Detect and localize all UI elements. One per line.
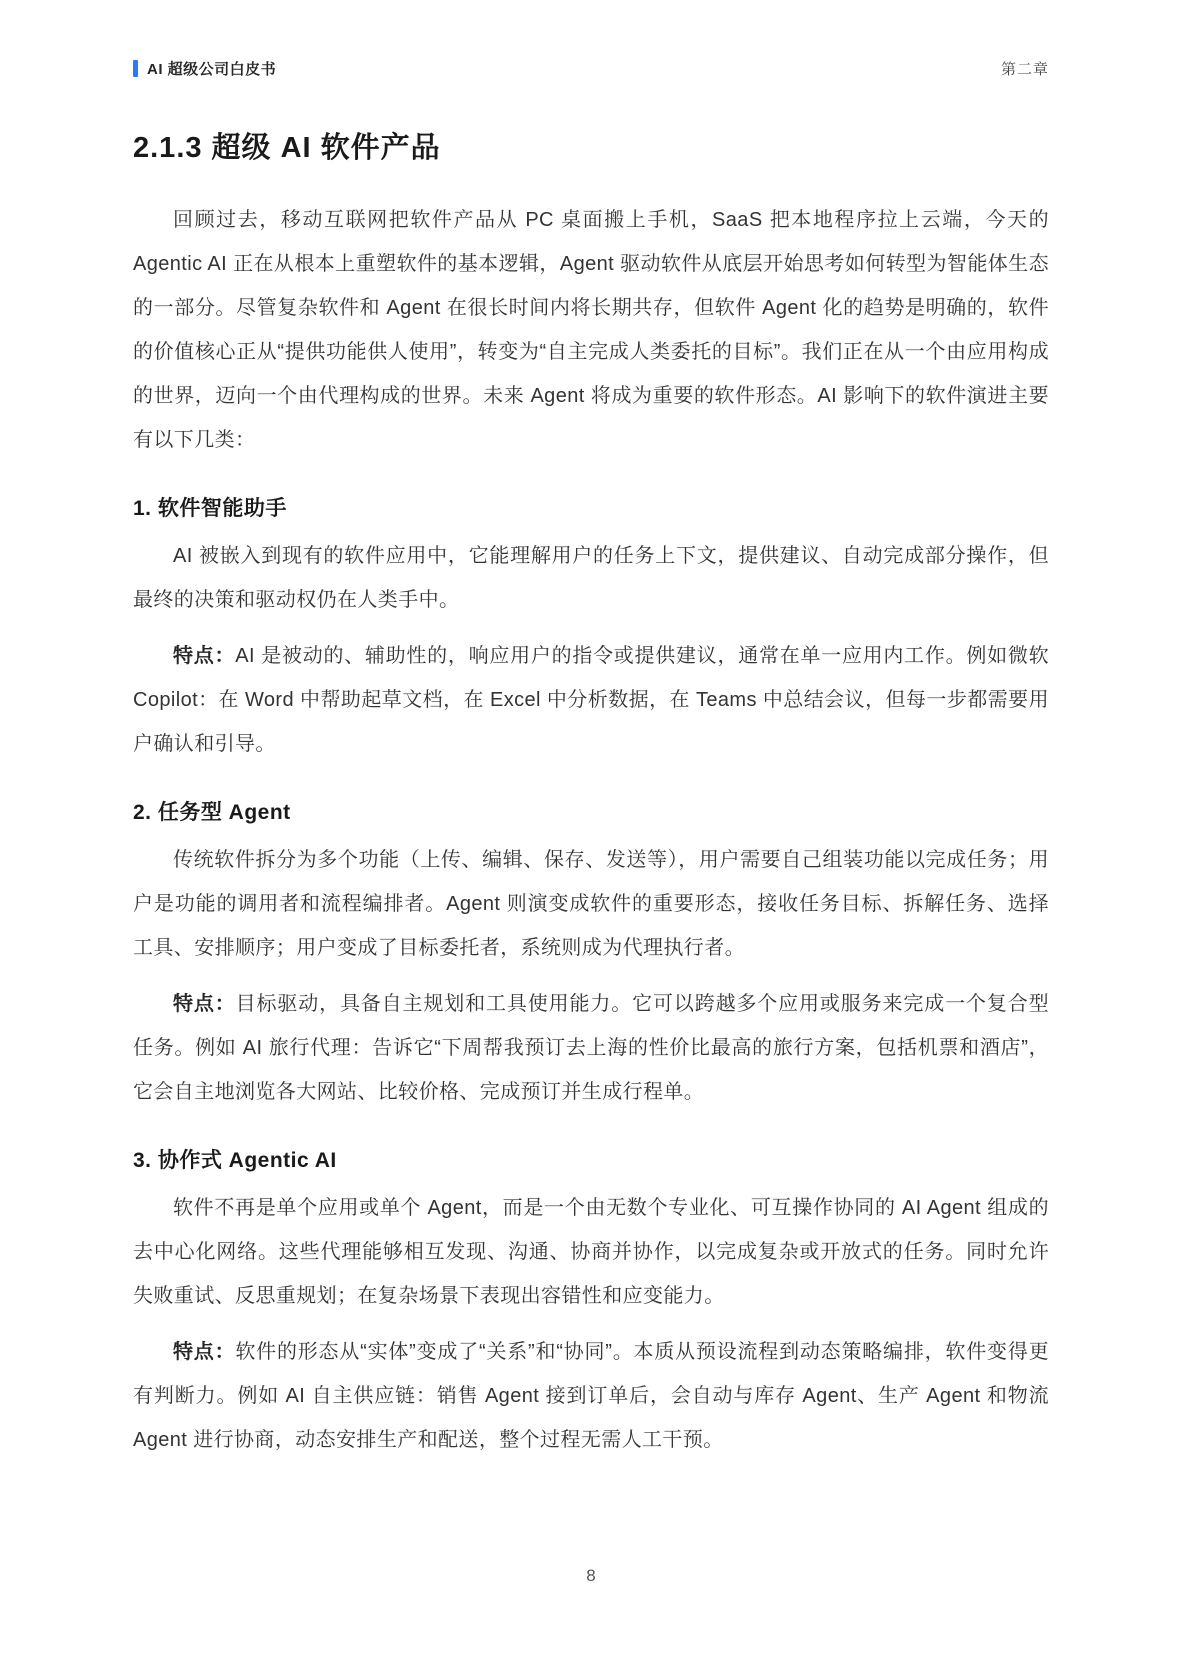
header-left: [133, 58, 276, 79]
accent-bar-icon: [133, 60, 138, 77]
paragraph-text: 传统软件拆分为多个功能（上传、编辑、保存、发送等），用户需要自己组装功能以完成任务；用户是功能的调用者和流程编排者。Agent 则演变成软件的重要形态，接收任务目标、拆解任务、选择工具、安排顺序；用户变成了目标委托者，系统则成为代理执行者。: [133, 849, 1049, 959]
paragraph-text: 软件不再是单个应用或单个 Agent，而是一个由无数个专业化、可互操作协同的 AI Agent 组成的去中心化网络。这些代理能够相互发现、沟通、协商并协作，以完成复杂或开放式的任务。同时允许失败重试、反思重规划；在复杂场景下表现出容错性和应变能力。: [133, 1197, 1049, 1307]
chapter-label: 第二章: [1000, 61, 1049, 78]
section-1-heading: 1. 软件智能助手: [133, 497, 287, 520]
paragraph-text: AI 是被动的、辅助性的，响应用户的指令或提供建议，通常在单一应用内工作。例如微软 Copilot：在 Word 中帮助起草文档，在 Excel 中分析数据，在 Teams 中总结会议，但每一步都需要用户确认和引导。: [133, 645, 1050, 755]
section-2-heading: 2. 任务型 Agent: [133, 801, 291, 824]
running-header: [133, 58, 1049, 79]
intro-paragraph: 回顾过去，移动互联网把软件产品从 PC 桌面搬上手机，SaaS 把本地程序拉上云端，今天的 Agentic AI 正在从根本上重塑软件的基本逻辑，Agent 驱动软件从底层开始思考如何转型为智能体生态的一部分。尽管复杂软件和 Agent 在很长时间内将长期共存，但软件 Agent 化的趋势是明确的，软件的价值核心正从“提供功能供人使用”，转变为“自主完成人类委托的目标”。我们正在从一个由应用构成的世界，迈向一个由代理构成的世界。未来 Agent 将成为重要的软件形态。AI 影响下的软件演进主要有以下几类：: [133, 209, 1049, 451]
paragraph: [133, 982, 1049, 1114]
page-number: 8: [586, 1566, 596, 1585]
section-software-assistant: [133, 492, 1049, 766]
section-task-agent: [133, 796, 1049, 1114]
section-collaborative-agentic-ai: [133, 1144, 1049, 1462]
paragraph-text: 软件的形态从“实体”变成了“关系”和“协同”。本质从预设流程到动态策略编排，软件变得更有判断力。例如 AI 自主供应链：销售 Agent 接到订单后，会自动与库存 Agent、生产 Agent 和物流 Agent 进行协商，动态安排生产和配送，整个过程无需人工干预。: [133, 1341, 1049, 1451]
paragraph-lead: 特点：: [173, 993, 236, 1015]
section-3-heading: 3. 协作式 Agentic AI: [133, 1149, 337, 1172]
paragraph: [133, 634, 1049, 766]
paragraph-lead: 特点：: [173, 645, 236, 667]
paragraph-lead: 特点：: [173, 1341, 236, 1363]
page-title: 2.1.3 超级 AI 软件产品: [133, 132, 441, 164]
paragraph: [133, 838, 1049, 970]
document-title: AI 超级公司白皮书: [147, 61, 277, 78]
paragraph: [133, 1186, 1049, 1318]
paragraph: [133, 534, 1049, 622]
paragraph-text: 目标驱动，具备自主规划和工具使用能力。它可以跨越多个应用或服务来完成一个复合型任务。例如 AI 旅行代理：告诉它“下周帮我预订去上海的性价比最高的旅行方案，包括机票和酒店”，它会自主地浏览各大网站、比较价格、完成预订并生成行程单。: [133, 993, 1049, 1103]
paragraph: [133, 1330, 1049, 1462]
paragraph-text: AI 被嵌入到现有的软件应用中，它能理解用户的任务上下文，提供建议、自动完成部分操作，但最终的决策和驱动权仍在人类手中。: [133, 545, 1049, 611]
